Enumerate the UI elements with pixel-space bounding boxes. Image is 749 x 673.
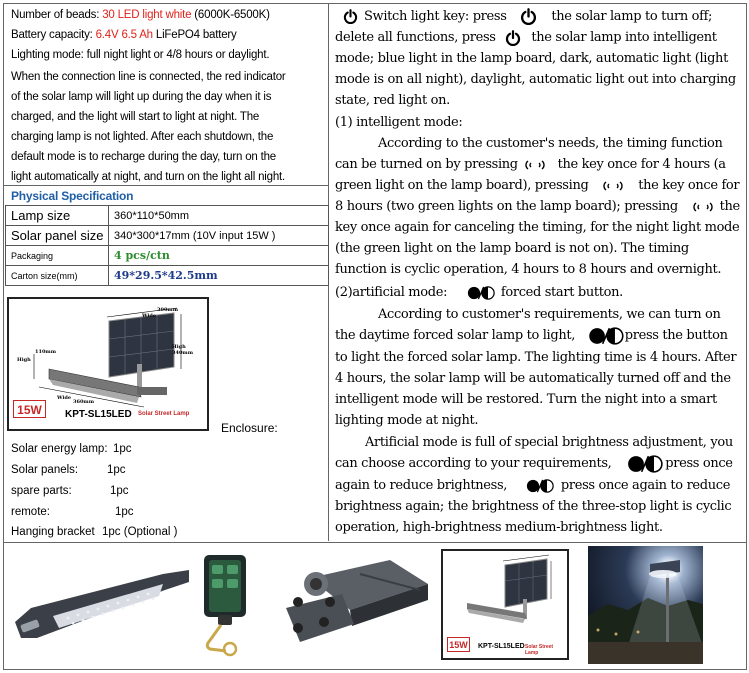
- carton-size-label: Carton size(mm): [6, 266, 109, 286]
- timer-key-icon: [600, 179, 626, 193]
- instr-line: mode; blue light in the lamp board, dark, automatic light (light: [335, 51, 728, 66]
- instr-line: mode is on all night), daylight, automatic light out into charging: [335, 72, 736, 87]
- instr-line: According to customer's requirements, we can turn on: [378, 307, 721, 322]
- gallery-model-name: KPT-SL15LED: [478, 643, 525, 650]
- brightness-key-icon: [463, 286, 499, 300]
- packaging-value: 4 pcs/ctn: [109, 246, 329, 266]
- lamp-size-value: 360*110*50mm: [109, 206, 329, 226]
- connection-line-6: light automatically at night, and turn on the light all night.: [11, 171, 285, 183]
- brightness-key-icon: [521, 479, 559, 493]
- gallery-remote-photo: [196, 551, 254, 668]
- brightness-key-icon: [625, 455, 665, 473]
- dim-lamp-h: High: [17, 357, 31, 363]
- connection-line-1: When the connection line is connected, the red indicator: [11, 71, 286, 83]
- table-row: [6, 206, 329, 226]
- gallery-bracket-photo: [280, 554, 430, 664]
- instr-line: (the green light on the lamp board is not on). The timing: [335, 241, 689, 256]
- physical-spec-table: [5, 205, 329, 286]
- panel-size-value: 340*300*17mm (10V input 15W ): [109, 226, 329, 246]
- product-diagram: [7, 297, 209, 431]
- instr-line: to light the forced solar lamp. The lighting time is 4 hours. After: [335, 350, 737, 365]
- table-row: [6, 266, 329, 286]
- table-row: [6, 226, 329, 246]
- battery-spec: Battery capacity: 6.4V 6.5 Ah LiFePO4 battery: [11, 29, 237, 41]
- model-subtitle: Solar Street Lamp: [138, 411, 190, 417]
- instr-line: lighting mode at night.: [335, 413, 479, 428]
- instr-line: function is cyclic operation, 4 hours to 8 hours and overnight.: [335, 262, 722, 277]
- brightness-key-icon: [587, 327, 625, 345]
- row-divider: [3, 185, 329, 186]
- gallery-watt-badge: 15W: [447, 637, 470, 652]
- gallery-model-subtitle: Solar Street Lamp: [525, 644, 554, 656]
- instr-line: 4 hours, the solar lamp will be automatically turned off and the: [335, 371, 731, 386]
- power-icon: [520, 8, 537, 25]
- gallery-product-diagram: [441, 549, 569, 660]
- instr-line: state, red light on.: [335, 93, 450, 108]
- panel-size-label: Solar panel size: [6, 226, 109, 246]
- watt-badge: 15W: [13, 400, 46, 418]
- enclosure-item: Solar energy lamp: 1pc: [11, 443, 132, 455]
- dim-panel-h: High 340mm: [172, 344, 194, 356]
- instr-line: 8 hours (two green lights on the lamp board); pressing the: [335, 199, 740, 214]
- lamp-size-label: Lamp size: [6, 206, 109, 226]
- dim-wide-top: Wide: [142, 313, 157, 319]
- instr-line: again to reduce brightness, press once again to reduce: [335, 478, 731, 493]
- switch-line: Switch light key: press the solar lamp to turn off;: [343, 6, 748, 27]
- dim-lamp-w: Wide: [57, 395, 72, 401]
- enclosure-heading: Enclosure:: [221, 421, 278, 435]
- timer-key-icon: [522, 158, 548, 172]
- instr-line: green light on the lamp board), pressing the key once for: [335, 178, 740, 193]
- gallery-night-scene-photo: [588, 546, 703, 664]
- enclosure-item: Hanging bracket 1pc (Optional ): [11, 526, 178, 538]
- packaging-label: Packaging: [6, 246, 109, 266]
- table-row: [6, 246, 329, 266]
- power-icon: [343, 9, 358, 24]
- enclosure-item: remote: 1pc: [11, 506, 134, 518]
- dim-panel-w: 300mm: [157, 307, 179, 313]
- instr-line: Artificial mode is full of special brightness adjustment, you: [365, 435, 733, 450]
- instr-line: operation, high-brightness medium-brightness light.: [335, 520, 663, 535]
- instr-line: brightness again; the brightness of the three-stop light is cyclic: [335, 499, 732, 514]
- model-name: KPT-SL15LED: [65, 409, 132, 420]
- enclosure-item: Solar panels: 1pc: [11, 464, 126, 476]
- instr-line: the daytime forced solar lamp to light, press the button: [335, 328, 728, 343]
- carton-size-value: 49*29.5*42.5mm: [109, 266, 329, 286]
- connection-line-3: charged, and the light will start to light at night. The: [11, 111, 260, 123]
- instr-line: can choose according to your requirements, press once: [335, 456, 733, 471]
- dim-lamp-w-val: 360mm: [73, 399, 95, 405]
- connection-line-4: charging lamp is not lighted. After each shutdown, the: [11, 131, 274, 143]
- gallery-street-lamp-photo: [13, 560, 193, 660]
- instr-line: can be turned on by pressing the key once for 4 hours (a: [335, 157, 726, 172]
- enclosure-item: spare parts: 1pc: [11, 485, 129, 497]
- connection-line-5: default mode is to recharge during the day, turn on the: [11, 151, 276, 163]
- connection-line-2: of the solar lamp will light up during the day when it is: [11, 91, 272, 103]
- physical-spec-heading: Physical Specification: [11, 189, 134, 203]
- instr-line: intelligent mode will be restored. Turn the night into a smart: [335, 392, 717, 407]
- instr-line: key once again for canceling the timing, for the night light mode: [335, 220, 740, 235]
- artificial-mode-heading: (2)artificial mode: forced start button.: [335, 285, 623, 300]
- instr-line: According to the customer's needs, the timing function: [378, 136, 723, 151]
- timer-key-icon: [690, 200, 716, 214]
- instr-line: delete all functions, press the solar lamp into intelligent: [335, 30, 717, 45]
- dim-lamp-h-val: 110mm: [35, 349, 57, 355]
- power-icon: [505, 30, 521, 46]
- intelligent-mode-heading: (1) intelligent mode:: [335, 115, 463, 130]
- beads-spec: Number of beads: 30 LED light white (6000K-6500K): [11, 9, 270, 21]
- lighting-mode-spec: Lighting mode: full night light or 4/8 hours or daylight.: [11, 49, 270, 61]
